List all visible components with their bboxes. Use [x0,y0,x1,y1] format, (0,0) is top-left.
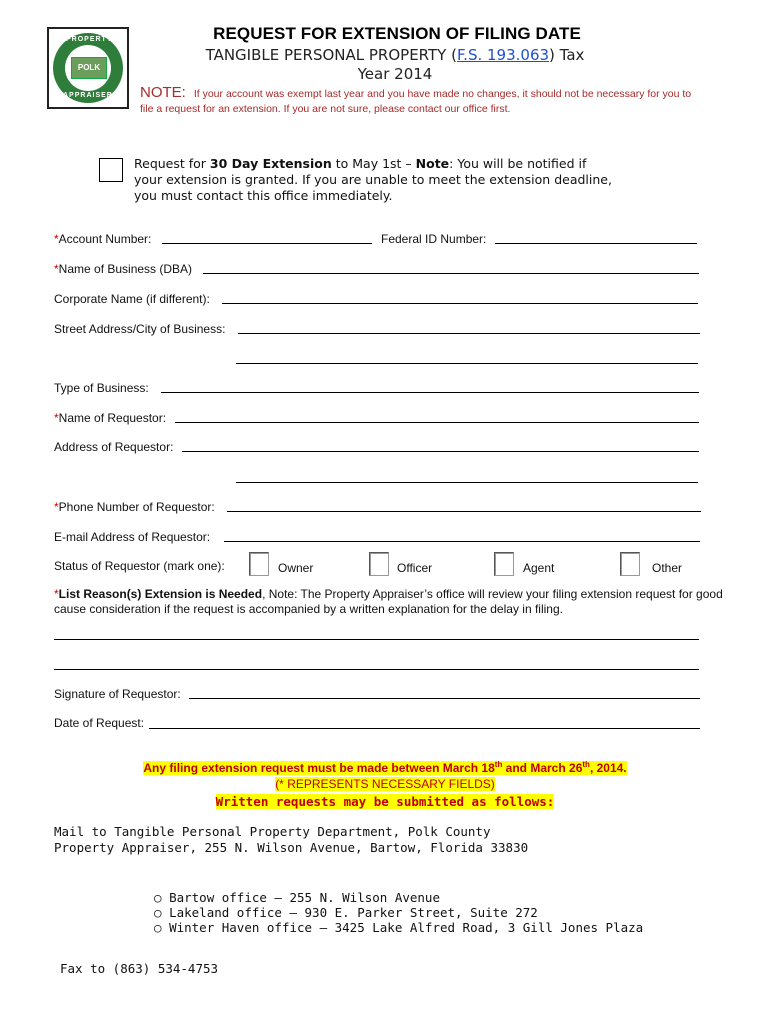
signature-label: Signature of Requestor: [54,687,181,701]
street-address-field-line2[interactable] [236,363,698,364]
written-requests-heading: Written requests may be submitted as follows: [215,794,555,809]
list-item: ○ Bartow office – 255 N. Wilson Avenue [154,890,440,905]
corporate-name-label: Corporate Name (if different): [54,292,210,306]
account-number-label: *Account Number: [54,232,152,246]
requestor-name-label: *Name of Requestor: [54,411,167,425]
date-label: Date of Request: [54,716,145,730]
form-subtitle: TANGIBLE PERSONAL PROPERTY (F.S. 193.063) Tax Year 2014 [205,46,585,83]
phone-field[interactable] [227,511,701,512]
fax-number: Fax to (863) 534-4753 [60,961,219,976]
status-other-checkbox[interactable] [620,552,640,576]
seal-center-text: POLK [71,57,107,79]
seal-top-text: PROPERTY [66,36,113,43]
form-title: REQUEST FOR EXTENSION OF FILING DATE [213,24,581,43]
requestor-address-field-line2[interactable] [236,482,698,483]
status-officer-checkbox[interactable] [369,552,389,576]
email-field[interactable] [224,541,700,542]
required-fields-note: (* REPRESENTS NECESSARY FIELDS) [275,777,495,791]
signature-field[interactable] [189,698,700,699]
account-number-field[interactable] [162,243,372,244]
seal-circle [53,33,123,103]
status-other-label: Other [652,561,683,575]
status-owner-label: Owner [278,561,314,575]
extension-description: Request for 30 Day Extension to May 1st – Note: You will be notified if your extension is granted. If you are unable to meet the extension deadline, you must contact this office immediately. [134,156,612,203]
business-name-field[interactable] [203,273,699,274]
phone-label: *Phone Number of Requestor: [54,500,215,514]
status-agent-label: Agent [523,561,555,575]
office-list [154,890,643,935]
extension-checkbox[interactable] [99,158,123,182]
reason-instructions: *List Reason(s) Extension is Needed, Note: The Property Appraiser’s office will review your filing extension request for good cause consideration if the request is accompanied by a written explanation for the delay in filing. [54,587,723,616]
seal-bottom-text: APPRAISER [63,92,113,99]
type-of-business-label: Type of Business: [54,381,149,395]
deadline-notice: Any filing extension request must be made between March 18th and March 26th, 2014. [143,760,627,775]
status-owner-checkbox[interactable] [249,552,269,576]
street-address-field[interactable] [238,333,700,334]
corporate-name-field[interactable] [222,303,698,304]
bullet-circle-icon: ○ [154,890,162,905]
street-address-label: Street Address/City of Business: [54,322,226,336]
federal-id-field[interactable] [495,243,697,244]
statute-link[interactable]: F.S. 193.063 [456,46,550,64]
status-label: Status of Requestor (mark one): [54,559,225,573]
bullet-circle-icon: ○ [154,920,162,935]
requestor-address-field[interactable] [182,451,699,452]
email-label: E-mail Address of Requestor: [54,530,211,544]
federal-id-label: Federal ID Number: [381,232,487,246]
type-of-business-field[interactable] [161,392,699,393]
business-name-label: *Name of Business (DBA) [54,262,193,276]
exempt-note: NOTE: If your account was exempt last year and you have made no changes, it should not be necessary for you to file a request for an extension. If you are not sure, please contact our office first. [140,84,692,115]
polk-property-appraiser-seal [47,27,129,109]
status-agent-checkbox[interactable] [494,552,514,576]
reason-field-line1[interactable] [54,639,699,640]
mail-address: Mail to Tangible Personal Property Department, Polk County Property Appraiser, 255 N. Wilson Avenue, Bartow, Florida 33830 [54,824,529,855]
requestor-name-field[interactable] [175,422,699,423]
list-item: ○ Lakeland office – 930 E. Parker Street, Suite 272 [154,905,538,920]
status-officer-label: Officer [397,561,433,575]
bullet-circle-icon: ○ [154,905,162,920]
requestor-address-label: Address of Requestor: [54,440,174,454]
reason-field-line2[interactable] [54,669,699,670]
date-field[interactable] [149,728,700,729]
tax-year: Year 2014 [357,65,433,83]
list-item: ○ Winter Haven office – 3425 Lake Alfred Road, 3 Gill Jones Plaza [154,920,644,935]
